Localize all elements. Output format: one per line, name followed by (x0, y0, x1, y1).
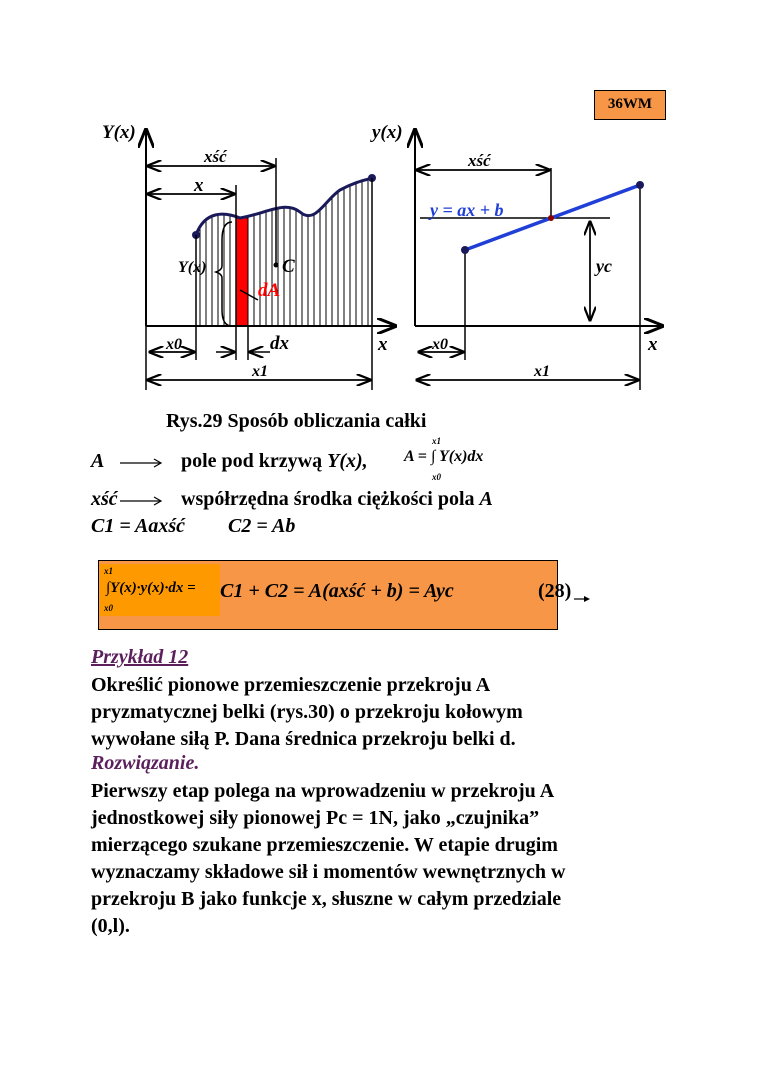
right-line-label: y = ax + b (430, 200, 504, 220)
left-c-label: C (282, 256, 295, 277)
def-xsc-text-body: współrzędna środka ciężkości pola (181, 488, 480, 510)
task-line: Określić pionowe przemieszczenie przekroju A (91, 674, 491, 696)
formula-lower: x0 (104, 603, 113, 613)
solution-line: (0,l). (91, 915, 130, 937)
def-xsc-text (181, 488, 493, 511)
eq-arrow-icon (574, 593, 592, 605)
right-xsc-label: xść (468, 151, 491, 170)
def-a-arrow-icon (120, 456, 164, 470)
formula-rhs: C1 + C2 = A(axść + b) = Ayc (220, 580, 454, 602)
left-yx-label: Y(x) (178, 259, 207, 276)
task-line: wywołane siłą P. Dana średnica przekroju belki d. (91, 728, 516, 750)
right-y-axis-label: y(x) (372, 122, 403, 143)
da-strip (236, 218, 248, 326)
formula-upper: x1 (104, 566, 113, 576)
c1-equation: C1 = Aaxść (91, 515, 185, 537)
def-a-formula: A = ∫ Y(x)dx (404, 448, 484, 465)
c2-equation: C2 = Ab (228, 515, 296, 537)
left-x-axis-label: x (378, 334, 388, 355)
example-heading: Przykład 12 (91, 646, 189, 668)
left-dx-label: dx (270, 333, 289, 354)
solution-line: Pierwszy etap polega na wprowadzeniu w przekroju A (91, 780, 555, 802)
right-x-axis-label: x (648, 334, 658, 355)
left-x0-label: x0 (166, 336, 182, 353)
def-a-text-pre: pole pod krzywą (181, 450, 328, 472)
def-xsc-text-sym: A (479, 488, 493, 510)
left-y-axis-label: Y(x) (102, 122, 136, 143)
figure-rys29 (0, 0, 760, 400)
right-x1-label: x1 (534, 363, 550, 380)
right-x0-label: x0 (432, 336, 448, 353)
def-xsc-symbol: xść (91, 488, 118, 510)
right-yc-label: yc (596, 256, 612, 276)
def-a-symbol: A (91, 450, 105, 472)
def-a-upper: x1 (432, 436, 441, 446)
solution-line: mierzącego szukane przemieszczenie. W etapie drugim (91, 834, 558, 856)
solution-line: jednostkowej siły pionowej Pc = 1N, jako „czujnika” (91, 807, 540, 829)
figure-caption: Rys.29 Sposób obliczania całki (166, 410, 427, 432)
left-plot (102, 122, 395, 390)
left-da-label: dA (258, 280, 281, 301)
left-x1-label: x1 (252, 363, 268, 380)
equation-number: (28) (538, 580, 572, 602)
def-a-text-fn: Y(x), (327, 450, 368, 472)
def-xsc-arrow-icon (120, 494, 164, 508)
example-solution (91, 778, 691, 940)
right-plot (370, 122, 662, 390)
example-task (91, 672, 691, 753)
page-badge: 36WM (594, 90, 666, 120)
task-line: pryzmatycznej belki (rys.30) o przekroju kołowym (91, 701, 523, 723)
solution-line: wyznaczamy składowe sił i momentów wewnętrznych w (91, 861, 566, 883)
left-xsc-label: xść (204, 147, 227, 166)
solution-heading: Rozwiązanie. (91, 752, 200, 774)
formula-integral: ∫Y(x)·y(x)·dx = (106, 580, 196, 596)
def-a-lower: x0 (432, 472, 441, 482)
left-x-label: x (194, 175, 204, 196)
def-a-text (181, 450, 368, 473)
solution-line: przekroju B jako funkcje x, słuszne w całym przedziale (91, 888, 562, 910)
